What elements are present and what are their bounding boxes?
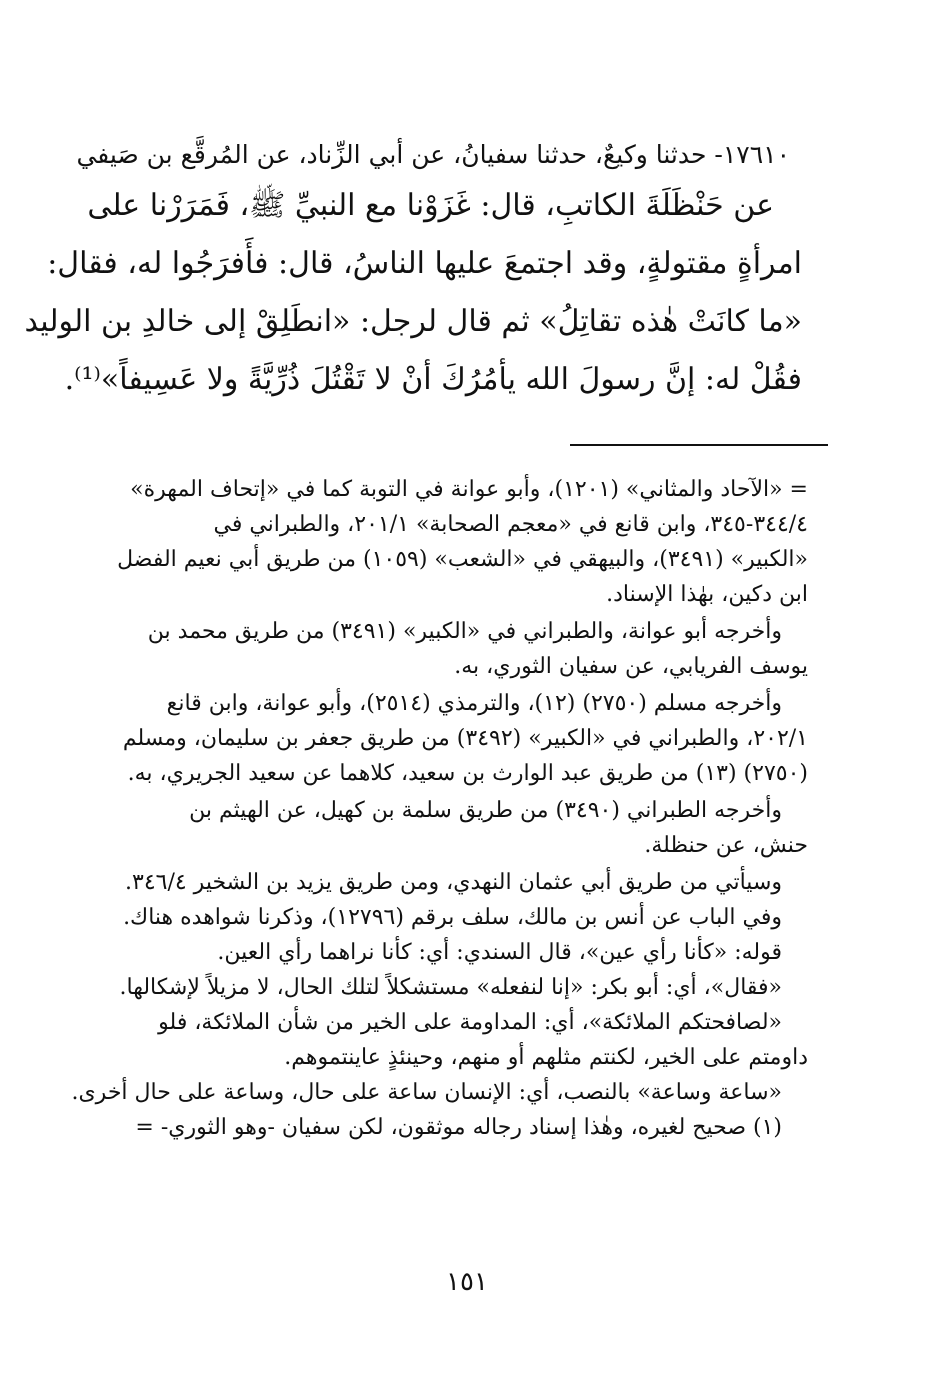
hadith-line: ١٧٦١٠- حدثنا وكيعٌ، حدثنا سفيانُ، عن أبي الزِّناد، عن المُرقَّع بن صَيفي — [76, 140, 790, 169]
hadith-line: فقُلْ له: إنَّ رسولَ الله يأمُرُكَ أنْ لا تَقْتُلَ ذُرِّيَّةً ولا عَسِيفاً»⁽¹⁾. — [64, 362, 802, 397]
footnotes — [71, 472, 808, 1145]
footnote-line: ٢٠٢/١، والطبراني في «الكبير» (٣٤٩٢) من طريق جعفر بن سليمان، ومسلم — [122, 726, 808, 751]
footnote-line: وأخرجه الطبراني (٣٤٩٠) من طريق سلمة بن كهيل، عن الهيثم بن — [189, 798, 782, 823]
footnote-line: = «الآحاد والمثاني» (١٢٠١)، وأبو عوانة في التوبة كما في «إتحاف المهرة» — [130, 477, 808, 502]
footnote-line: ابن دكين، بهٰذا الإسناد. — [606, 582, 808, 607]
footnote-line: «فقال»، أي: أبو بكر: «إنا لنفعله» مستشكلاً لتلك الحال، لا مزيلاً لإشكالها. — [119, 975, 782, 1000]
footnote-line: (١) صحيح لغيره، وهٰذا إسناد رجاله موثقون، لكن سفيان -وهو الثوري- = — [135, 1115, 782, 1140]
footnote-line: «لصافحتكم الملائكة»، أي: المداومة على الخير من شأن الملائكة، فلو — [158, 1010, 782, 1035]
footnote-line: وأخرجه مسلم (٢٧٥٠) (١٢)، والترمذي (٢٥١٤)، وأبو عوانة، وابن قانع — [166, 691, 782, 716]
footnote-line: وسيأتي من طريق أبي عثمان النهدي، ومن طريق يزيد بن الشخير ٣٤٦/٤. — [125, 870, 782, 895]
footnote-line: (٢٧٥٠) (١٣) من طريق عبد الوارث بن سعيد، كلاهما عن سعيد الجريري، به. — [127, 761, 808, 786]
hadith-text — [24, 133, 802, 409]
hadith-line: «ما كانَتْ هٰذه تقاتِلُ» ثم قال لرجل: «انطَلِقْ إلى خالدِ بن الوليد — [24, 304, 802, 339]
footnote-line: «الكبير» (٣٤٩١)، والبيهقي في «الشعب» (١٠٥٩) من طريق أبي نعيم الفضل — [117, 547, 808, 572]
hadith-line: امرأةٍ مقتولةٍ، وقد اجتمعَ عليها الناسُ، قال: فأَفرَجُوا له، فقال: — [47, 246, 802, 281]
hadith-line: عن حَنْظَلَةَ الكاتبِ، قال: غَزَوْنا مع النبيِّ ﷺ، فَمَرَرْنا على — [87, 188, 774, 223]
footnote-line: حنش، عن حنظلة. — [644, 833, 808, 858]
page-number: ١٥١ — [446, 1267, 488, 1297]
footnote-line: وأخرجه أبو عوانة، والطبراني في «الكبير» (٣٤٩١) من طريق محمد بن — [147, 619, 782, 644]
footnote-line: قوله: «كأنا رأي عين»، قال السندي: أي: كأنا نراهما رأي العين. — [217, 940, 782, 965]
footnote-line: ٣٤٤/٤-٣٤٥، وابن قانع في «معجم الصحابة» ٢٠١/١، والطبراني في — [213, 512, 808, 537]
footnote-line: داومتم على الخير، لكنتم مثلهم أو منهم، وحينئذٍ عاينتموهم. — [284, 1045, 808, 1070]
footnote-separator — [570, 444, 828, 446]
footnote-line: «ساعة وساعة» بالنصب، أي: الإنسان ساعة على حال، وساعة على حال أخرى. — [71, 1080, 782, 1105]
footnote-line: يوسف الفريابي، عن سفيان الثوري، به. — [454, 654, 808, 679]
footnote-line: وفي الباب عن أنس بن مالك، سلف برقم (١٢٧٩٦)، وذكرنا شواهده هناك. — [123, 905, 782, 930]
